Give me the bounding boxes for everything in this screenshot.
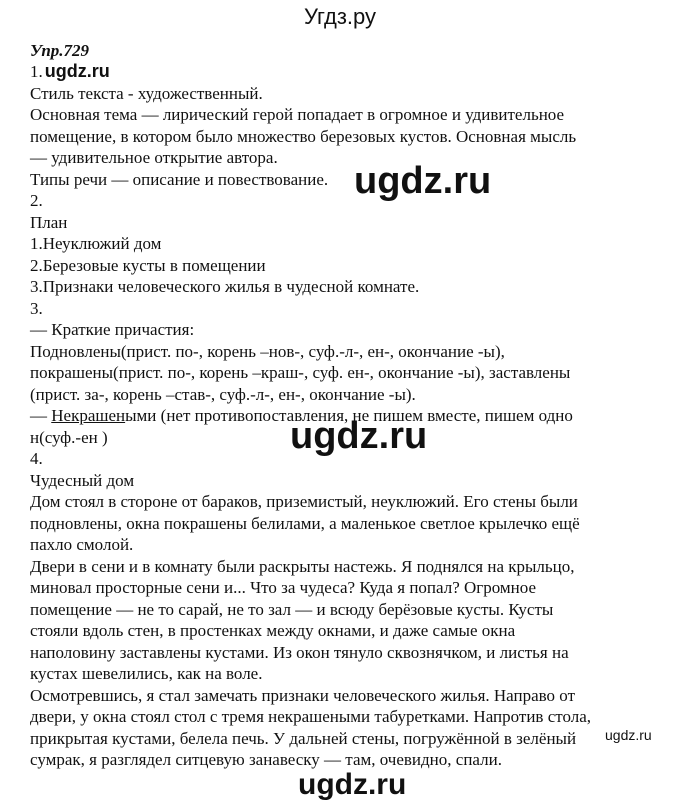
- dash-prefix: —: [30, 406, 52, 425]
- text-line: кустах шевелились, как на воле.: [30, 664, 263, 683]
- text-line: стояли вдоль стен, в простенках между окнами, и даже самые окна: [30, 621, 516, 640]
- text-line: двери, у окна стоял стол с тремя некрашеными табуретками. Напротив стола,: [30, 707, 592, 726]
- section-2-number: 2.: [30, 191, 43, 210]
- exercise-title: Упр.729: [30, 41, 90, 60]
- text-line: — удивительное открытие автора.: [30, 148, 278, 167]
- text-line: миновал просторные сени и... Что за чудеса? Куда я попал? Огромное: [30, 578, 537, 597]
- text-line: сумрак, я разглядел ситцевую занавеску — там, очевидно, спали.: [30, 750, 502, 769]
- plan-item: 1.Неуклюжий дом: [30, 234, 162, 253]
- plan-heading: План: [30, 212, 68, 232]
- watermark-small: ugdz.ru: [605, 727, 652, 743]
- text-line: (прист. за-, корень –став-, суф.-л-, ен-, окончание -ы).: [30, 384, 416, 404]
- plan-item: 2.Березовые кусты в помещении: [30, 255, 266, 275]
- watermark-large-2: ugdz.ru: [290, 415, 428, 457]
- document-body: [30, 40, 660, 771]
- text-line: — Краткие причастия:: [30, 320, 195, 339]
- text-line: прикрытая кустами, белела печь. У дальней стены, погружённой в зелёный: [30, 728, 577, 748]
- watermark-large-1: ugdz.ru: [354, 160, 492, 202]
- text-line: Осмотревшись, я стал замечать признаки человеческого жилья. Направо от: [30, 685, 576, 705]
- text-line: Стиль текста - художественный.: [30, 83, 263, 103]
- text-line: наполовину заставлены кустами. Из окон тянуло сквознячком, и листья на: [30, 642, 569, 662]
- text-line: подновлены, окна покрашены белилами, а маленькое светлое крылечко ещё: [30, 513, 580, 533]
- watermark-inline: ugdz.ru: [44, 61, 110, 81]
- word-rest: ыми (нет противопоставления, не пишем вместе, пишем одно: [125, 406, 573, 425]
- section-4-number: 4.: [30, 449, 43, 468]
- text-line: Дом стоял в стороне от бараков, приземистый, неуклюжий. Его стены были: [30, 492, 578, 511]
- section-3-number: 3.: [30, 298, 43, 318]
- text-line: н(суф.-ен ): [30, 427, 108, 447]
- text-line: помещение, в котором было множество березовых кустов. Основная мысль: [30, 126, 577, 146]
- section-1-number: [30, 61, 660, 83]
- underlined-word-part: Некрашен: [51, 406, 126, 425]
- site-header-title: Угдз.ру: [303, 4, 377, 29]
- text-line: Основная тема — лирический герой попадает в огромное и удивительное: [30, 105, 565, 124]
- section-1-label: 1.: [30, 62, 43, 81]
- plan-item: 3.Признаки человеческого жилья в чудесной комнате.: [30, 277, 420, 296]
- watermark-bottom: ugdz.ru: [298, 768, 407, 801]
- text-line: Типы речи — описание и повествование.: [30, 169, 329, 189]
- story-title: Чудесный дом: [30, 470, 135, 490]
- text-line: Подновлены(прист. по-, корень –нов-, суф.-л-, ен-, окончание -ы),: [30, 341, 505, 361]
- text-line: покрашены(прист. по-, корень –краш-, суф. ен-, окончание -ы), заставлены: [30, 363, 571, 382]
- text-line: помещение — не то сарай, не то зал — и всюду берёзовые кусты. Кусты: [30, 599, 554, 619]
- text-line: пахло смолой.: [30, 535, 134, 554]
- text-line: Двери в сени и в комнату были раскрыты настежь. Я поднялся на крыльцо,: [30, 556, 575, 576]
